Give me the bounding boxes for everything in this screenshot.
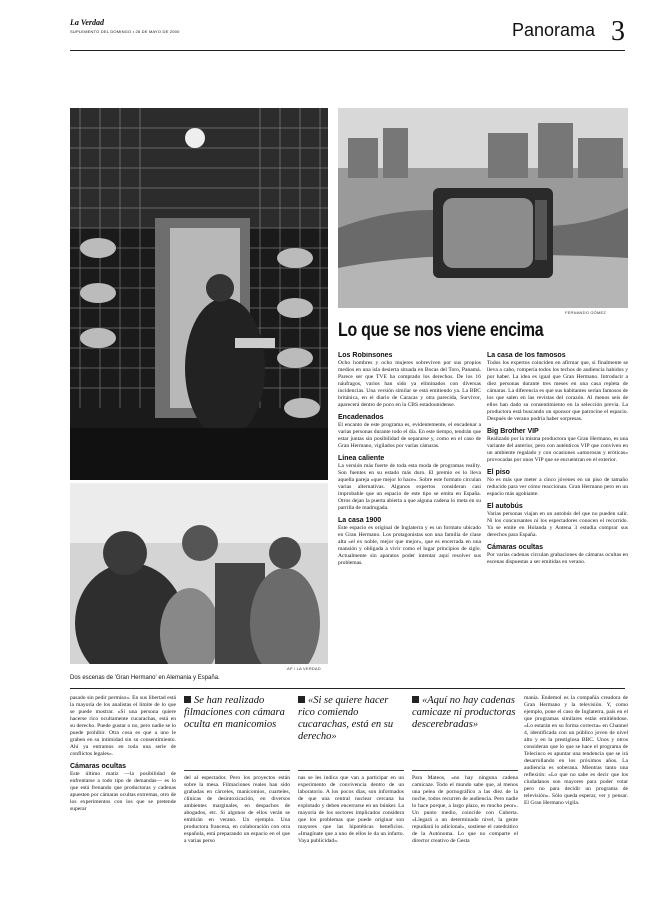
subhead-el-autobus: El autobús	[487, 503, 523, 510]
pull-quote-1	[184, 695, 290, 731]
pull-quote-2-text: «Si se quiere hacer rico comiendo cucarachas, está en su derecho»	[298, 695, 394, 742]
section-title: Panorama	[511, 20, 595, 40]
text-robinsones: Ocho hombres y ocho mujeres sobreviven por sus propios medios en una isla desierta situada en Bocas del Toro, Panamá. Parece ser que TVE ha comprado los derechos. De los 16 náufragos, varios han sido ya eliminados con diversas incidencias. Una versión similar se está emitiendo ya. La BBC británica, en el diario de Caracas y otra parecida, Survivor, aparecerá dentro de poco en la CBS estadounidense.	[338, 360, 481, 408]
photo-big-brother-set	[70, 108, 328, 480]
text-el-autobus: Varias personas viajan en un autobús del que no pueden salir. Ni los concursantes ni los espectadores conocen el recorrido. Ya se emite en Holanda y Antena 3 estudia comprar sus derechos para España.	[487, 511, 628, 538]
bottom-text-4: Para Mateos, «no hay ninguna cadena camicaze. Todo el mundo sabe que, al menos una pelea de pornográfico a las diez de la noche, todos recurren de audiencia. Pero nadie lo hace porque, a largo plazo, es mucho peor». Un punto medio, coincide con Cuberta. «Llegará a un determinado nivel, la gente repudiará lo adicional», sostiene el catedrático de la Autónoma. Lo que no comparte el director creativo de Gesta	[412, 775, 518, 844]
square-bullet-icon	[412, 696, 419, 703]
bottom-text-1a: pasado sin pedir permiso». En sus libertad está la mayoría de los analistas el límite de lo que se puede mostrar. «Si una persona quiere hacerse rico ocultamente cucarachas, está en su derecho. Puede gustar o no, pero nadie se lo puede prohibir. Otra cosa es que a uno le graben en su intimidad sin su consentimiento. Ahí ya entramos en toda una serie de conflictos legales».	[70, 695, 176, 757]
pull-quote-1-text: Se han realizado filmaciones con cámara oculta en manicomios	[184, 695, 285, 730]
subhead-casa-1900: La casa 1900	[338, 517, 382, 524]
newspaper-brand: La Verdad	[70, 18, 104, 27]
square-bullet-icon	[184, 696, 191, 703]
bottom-column-5	[524, 695, 628, 895]
page-number: 3	[611, 16, 625, 47]
headline: Lo que se nos viene encima	[338, 320, 544, 341]
photo-caption: Dos escenas de 'Gran Hermano' en Alemania y España.	[70, 675, 220, 681]
text-camaras-ocultas: Por varias cadenas circulan grabaciones de cámaras ocultas en escenas dispuestas a ser emitidas en verano.	[487, 552, 628, 565]
subhead-encadenados: Encadenados	[338, 414, 384, 421]
bottom-text-3: nas se les indica que van a participar en un experimento de convivencia dentro de un laboratorio. A los pocos días, son informados de que una central nuclear cercana ha explotado y deben encerrarse en un búnker. La mayoría de los sectores implicados considera que los problemas que puede originar son mayores que las hipotéticas beneficios. «Imagínate que a uno de ellos le da un infarto. Vaya publicidad».	[298, 775, 404, 844]
section-divider	[70, 688, 625, 689]
text-casa-1900: Este espacio es original de Inglaterra y es un formato ubicado en Gran Hermano. Los protagonistas son una familia de clase alta «el ex noble, mejor que mejor», que es encerrada en una mansión y obligada a vivir como el lugar principios de siglo. Actualmente sin aparatos poder intentar aquí resolver sus problemas.	[338, 525, 481, 566]
square-bullet-icon	[298, 696, 305, 703]
photo-contestants	[70, 483, 328, 664]
pull-quote-1-rule	[184, 770, 290, 771]
article-column-right	[487, 352, 628, 662]
bottom-column-4	[412, 775, 518, 895]
masthead	[70, 18, 625, 48]
bottom-text-1b: Este último matiz —la posibilidad de enfrentarse a todo tipo de demandas— es lo que está frenando que productoras y cadenas apuesten por cámaras ocultas extremas, otro de los experimentos con los que se pretende superar	[70, 771, 176, 812]
pull-quote-3-text: «Aquí no hay cadenas camicaze ni productoras descerebradas»	[412, 695, 516, 730]
text-el-piso: No es más que meter a cinco jóvenes en un piso de tamaño reducido para ver cómo reaccionan. Gran Hermano pero en un espacio más agobiante.	[487, 477, 628, 497]
photo-credit-top-right: FERNANDO GÓMEZ	[565, 310, 607, 315]
pull-quote-2-rule	[298, 770, 404, 771]
bottom-text-2: del al espectador. Pero los proyectos están sobre la mesa. Filmaciones reales han sido grabadas en cárceles, manicomios, cuarteles, clínicas de desintoxicación, en diversos ambientes marginales, en despachos de abogados, etc. Si algunos de ellos verán se emitirán en verano. Un ejemplo. Una productora francesa, en colaboración con otra española, está preparando un espacio en el que a varias perso	[184, 775, 290, 844]
subhead-camaras-ocultas: Cámaras ocultas	[487, 544, 544, 551]
text-casa-famosos: Todos los expertos coinciden en afirmar que, si finalmente se lleva a cabo, rompería todos los techos de audiencia habidos y por haber. La idea es igual que Gran Hermano. Introducir a diez personas durante tres meses en una casa repleta de cámaras. La diferencia es que sus habitantes serían famosos de los que salen en las revistas del corazón. Al menos seis de ellos han dado su consentimiento en la selección previa. La productora está buscando un sponsor que patrocine el espacio. Después de verano podría haber sorpresas.	[487, 360, 628, 422]
subhead-el-piso: El piso	[487, 469, 510, 476]
text-big-brother-vip: Realizado por la misma productora que Gran Hermano, es una variante del anterior, pero con auténticos VIP que conviven en un ambiente regalado y con ocasiones «amorosas y eróticas» provocadas por unos VIP que se encuentran en el exterior.	[487, 436, 628, 463]
bottom-column-3	[298, 775, 404, 895]
photo-credit-bottom-left: AP / LA VERDAD	[287, 666, 321, 671]
text-linea-caliente: La versión más fuerte de toda esta moda de programas reality. Son fuentes en su estado más duro. El premio es lo lleva aquella pareja «que mejor lo hace». Sobre este formato circulan varias alternativas. Algunos expertos consideran casi improbable que un espacio de este tipo se emita en España. Otros dejan la puerta abierta a que alguna cadena lo meta en su parrilla de madrugada.	[338, 463, 481, 511]
subhead-linea-caliente: Línea caliente	[338, 455, 385, 462]
subhead-bottom-camaras-ocultas: Cámaras ocultas	[70, 763, 127, 770]
photo-television-landscape	[338, 108, 628, 308]
bottom-column-2	[184, 775, 290, 895]
article-column-left	[338, 352, 481, 662]
bottom-text-5: manía. Endemol es la compañía creadora de Gran Hermano y la televisión. Y, como ejemplo, pone el caso de Inglaterra, país en el que programas similares están emitiéndose. «Lo estarán en su forma correcta» en Channel 4, identificada con un público joven de nivel alto y en la prestigiosa BBC. Unos y otros consideran que lo que se hace el programa de Telecinco es apuntar una tendencia que se irá desarrollando en los próximos años. La audiencia es soberana. Mientras tanto una reflexión: «Lo que no sabe es decir que los ciudadanos son mayores para poder votar pero no para decidir un programa de televisión». Sólo queda esperar, ver y pensar. El Gran Hermano vigila.	[524, 695, 628, 806]
bottom-column-1	[70, 695, 176, 895]
supplement-date: SUPLEMENTO DEL DOMINGO • 28 DE MAYO DE 2000	[70, 29, 180, 34]
subhead-casa-famosos: La casa de los famosos	[487, 352, 566, 359]
pull-quote-3	[412, 695, 518, 731]
text-encadenados: El encanto de este programa es, evidentemente, el encadenar a varias personas durante todo el día. En este tiempo, tendrán que estar juntas sin posibilidad de separarse y, como en el caso de Gran Hermano, vigilados por varias cámaras.	[338, 422, 481, 449]
subhead-robinsones: Los Robinsones	[338, 352, 393, 359]
pull-quote-3-rule	[412, 770, 518, 771]
pull-quote-2	[298, 695, 404, 743]
subhead-big-brother-vip: Big Brother VIP	[487, 428, 539, 435]
masthead-rule	[70, 50, 625, 51]
